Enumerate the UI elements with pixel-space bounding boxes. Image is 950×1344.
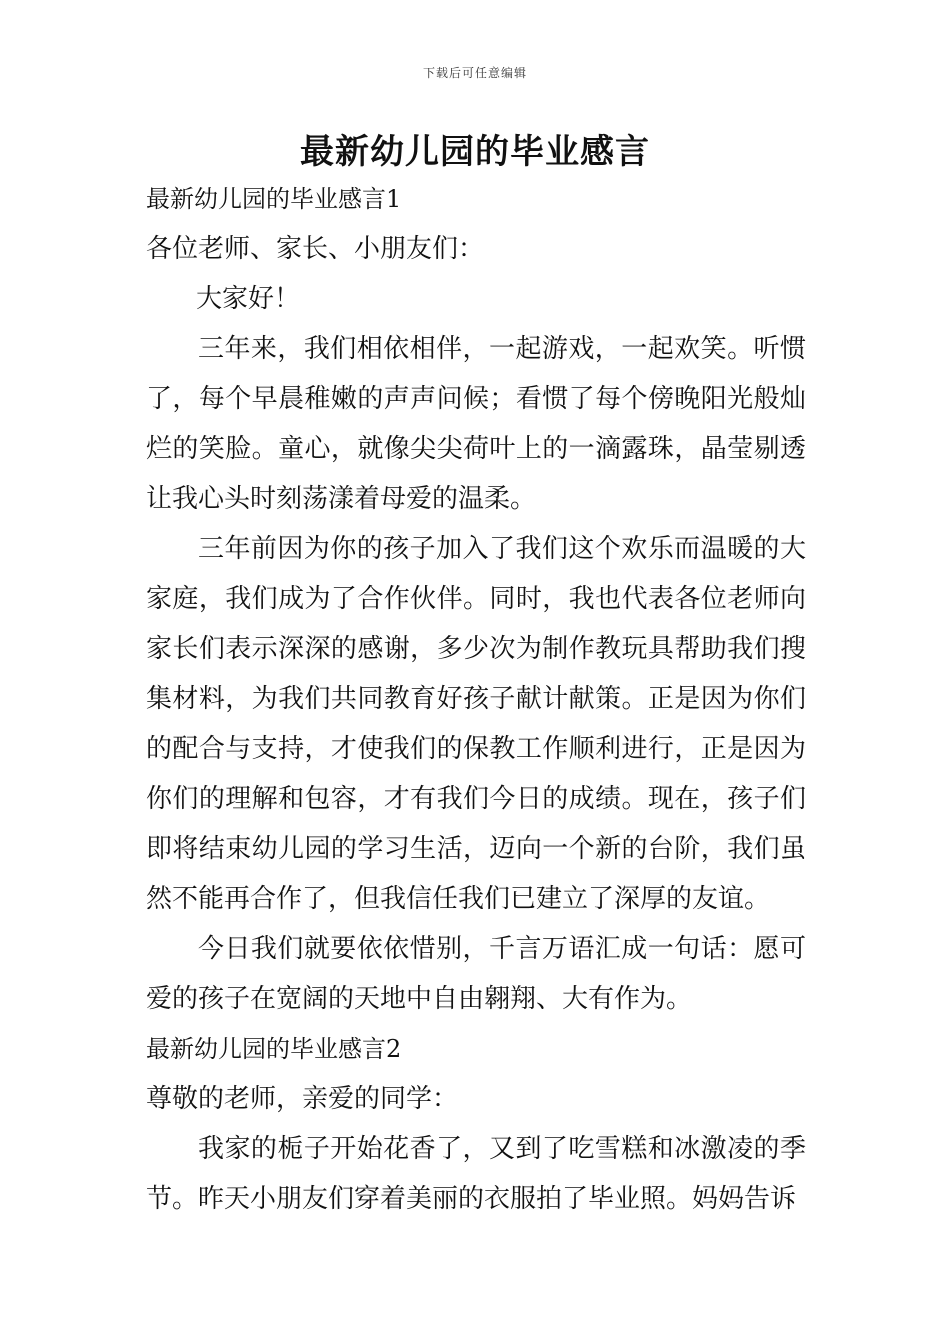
salutation-1: 各位老师、家长、小朋友们： (146, 234, 485, 264)
section-heading-2: 最新幼儿园的毕业感言2 (146, 1035, 402, 1063)
document-body (146, 174, 806, 1224)
document-title: 最新幼儿园的毕业感言 (300, 132, 650, 172)
paragraph: 三年前因为你的孩子加入了我们这个欢乐而温暖的大家庭，我们成为了合作伙伴。同时，我也代表各位老师向家长们表示深深的感谢，多少次为制作教玩具帮助我们搜集材料，为我们共同教育好孩子献计献策。正是因为你们的配合与支持，才使我们的保教工作顺利进行，正是因为你们的理解和包容，才有我们今日的成绩。现在，孩子们即将结束幼儿园的学习生活，迈向一个新的台阶，我们虽然不能再合作了，但我信任我们已建立了深厚的友谊。 (146, 534, 806, 914)
header-note: 下载后可任意编辑 (422, 66, 527, 80)
greeting: 大家好！ (196, 284, 301, 314)
salutation-2: 尊敬的老师，亲爱的同学： (146, 1084, 459, 1114)
paragraph: 三年来，我们相依相伴，一起游戏，一起欢笑。听惯了，每个早晨稚嫩的声声问候；看惯了每个傍晚阳光般灿烂的笑脸。童心，就像尖尖荷叶上的一滴露珠，晶莹剔透让我心头时刻荡漾着母爱的温柔。 (146, 334, 806, 514)
paragraph: 我家的栀子开始花香了，又到了吃雪糕和冰激凌的季节。昨天小朋友们穿着美丽的衣服拍了毕业照。妈妈告诉 (146, 1134, 806, 1214)
section-heading-1: 最新幼儿园的毕业感言1 (146, 185, 402, 213)
paragraph: 今日我们就要依依惜别，千言万语汇成一句话：愿可爱的孩子在宽阔的天地中自由翱翔、大有作为。 (146, 934, 806, 1014)
